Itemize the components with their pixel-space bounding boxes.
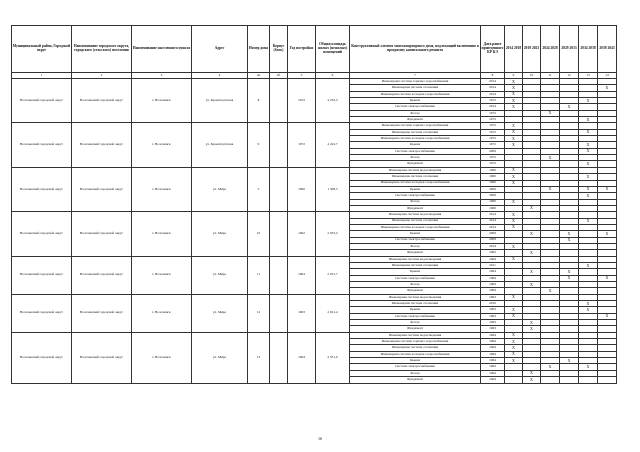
repair-date-cell: 2006 [481, 193, 505, 199]
column-number: 5 [288, 73, 316, 79]
area-cell: 2 551,0 [316, 332, 350, 383]
block-cell [270, 332, 288, 383]
build-year-cell: 1964 [288, 256, 316, 294]
element-cell: Инженерная система водоотведения [350, 167, 481, 173]
period-mark-cell: X [505, 129, 523, 135]
period-mark-cell: X [579, 148, 598, 154]
block-cell [270, 123, 288, 167]
element-cell: Крыша [350, 186, 481, 192]
repair-date-cell: 1964 [481, 288, 505, 294]
repair-date-cell: 1964 [481, 370, 505, 376]
period-mark-cell [579, 377, 598, 383]
page-number: 16 [318, 436, 322, 441]
repair-date-cell: 2011 [481, 262, 505, 268]
repair-date-cell: 1963 [481, 307, 505, 313]
period-mark-cell: X [598, 231, 617, 237]
house-number-cell: 5 [248, 167, 270, 211]
build-year-cell: 1972 [288, 123, 316, 167]
settlement-cell: Волочекский городской округ [72, 212, 132, 256]
repair-date-cell: 1963 [481, 326, 505, 332]
repair-date-cell: 1972 [481, 123, 505, 129]
period-mark-cell: X [505, 313, 523, 319]
house-number-cell: 8 [248, 79, 270, 123]
column-header: Корпус (блок) [270, 26, 288, 73]
element-cell: Система электроснабжения [350, 104, 481, 110]
period-mark-cell: X [598, 85, 617, 91]
period-mark-cell: X [598, 186, 617, 192]
period-mark-cell: X [505, 256, 523, 262]
element-cell: Фундамент [350, 205, 481, 211]
element-cell: Инженерная система отопления [350, 301, 481, 307]
column-number: 12 [560, 73, 579, 79]
repair-date-cell: 1962 [481, 250, 505, 256]
period-mark-cell [598, 377, 617, 383]
element-cell: Фасад [350, 282, 481, 288]
period-mark-cell: X [579, 193, 598, 199]
locality-cell: г. Волочинск [132, 256, 192, 294]
element-cell: Фундамент [350, 161, 481, 167]
period-mark-cell: X [541, 186, 560, 192]
block-cell [270, 167, 288, 211]
element-cell: Фасад [350, 110, 481, 116]
element-cell: Фундамент [350, 288, 481, 294]
repair-date-cell: 1960 [481, 174, 505, 180]
element-cell: Фундамент [350, 377, 481, 383]
column-number: 1 [12, 73, 72, 79]
column-header: Муниципальный район, Городской округ [12, 26, 72, 73]
period-mark-cell: X [505, 294, 523, 300]
area-cell: 2 021,4 [316, 294, 350, 332]
column-number: 8 [481, 73, 505, 79]
period-mark-cell: X [523, 269, 541, 275]
district-cell: Волочекский городской округ [12, 167, 72, 211]
district-cell: Волочекский городской округ [12, 123, 72, 167]
period-mark-cell: X [505, 358, 523, 364]
column-header: 2039 2043 [598, 26, 617, 73]
repair-date-cell: 2014 [481, 85, 505, 91]
column-number: 7 [350, 73, 481, 79]
period-mark-cell: X [579, 307, 598, 313]
period-mark-cell: X [523, 377, 541, 383]
period-mark-cell: X [523, 282, 541, 288]
element-cell: Система электроснабжения [350, 193, 481, 199]
element-cell: Крыша [350, 142, 481, 148]
repair-date-cell: 1960 [481, 199, 505, 205]
element-cell: Система электроснабжения [350, 148, 481, 154]
repair-date-cell: 1972 [481, 142, 505, 148]
column-number: 9 [505, 73, 523, 79]
period-mark-cell: X [560, 231, 579, 237]
repair-date-cell: 1964 [481, 345, 505, 351]
element-cell: Инженерная система холодного водоснабжения [350, 136, 481, 142]
period-mark-cell: X [579, 174, 598, 180]
period-mark-cell: X [579, 117, 598, 123]
repair-date-cell: 1964 [481, 364, 505, 370]
settlement-cell: Волочекский городской округ [72, 332, 132, 383]
column-number: 13 [579, 73, 598, 79]
locality-cell: г. Волочинск [132, 294, 192, 332]
capital-repair-table [11, 25, 617, 384]
address-cell: ул. Мира [192, 294, 248, 332]
district-cell: Волочекский городской округ [12, 294, 72, 332]
address-cell: ул. Кронштадтская [192, 123, 248, 167]
period-mark-cell: X [505, 243, 523, 249]
build-year-cell: 1964 [288, 332, 316, 383]
locality-cell: г. Волочинск [132, 332, 192, 383]
block-cell [270, 212, 288, 256]
block-cell [270, 294, 288, 332]
block-cell [270, 256, 288, 294]
address-cell: ул. Мира [192, 256, 248, 294]
element-cell: Фундамент [350, 250, 481, 256]
element-cell: Инженерная система водоотведения [350, 212, 481, 218]
repair-date-cell: 2014 [481, 224, 505, 230]
element-cell: Крыша [350, 358, 481, 364]
district-cell: Волочекский городской округ [12, 256, 72, 294]
repair-date-cell: 2014 [481, 91, 505, 97]
repair-date-cell: 2014 [481, 212, 505, 218]
period-mark-cell [505, 377, 523, 383]
house-number-cell: 11 [248, 256, 270, 294]
column-header: 2019 2023 [523, 26, 541, 73]
repair-date-cell: 1960 [481, 167, 505, 173]
period-mark-cell: X [579, 98, 598, 104]
locality-cell: г. Волочинск [132, 212, 192, 256]
period-mark-cell: X [523, 250, 541, 256]
repair-date-cell: 2014 [481, 79, 505, 85]
element-cell: Инженерная система водоотведения [350, 294, 481, 300]
column-header: Общая площадь жилых (нежилых) помещений [316, 26, 350, 73]
period-mark-cell: X [541, 155, 560, 161]
period-mark-cell: X [598, 313, 617, 319]
period-mark-cell: X [505, 180, 523, 186]
period-mark-cell: X [523, 205, 541, 211]
settlement-cell: Волочекский городской округ [72, 256, 132, 294]
period-mark-cell: X [505, 104, 523, 110]
repair-date-cell: 1964 [481, 339, 505, 345]
house-number-cell: 12 [248, 294, 270, 332]
period-mark-cell: X [505, 224, 523, 230]
element-cell: Инженерная система отопления [350, 262, 481, 268]
period-mark-cell: X [560, 275, 579, 281]
house-number-cell: 13 [248, 332, 270, 383]
repair-date-cell: 2009 [481, 231, 505, 237]
column-number: 4а [248, 73, 270, 79]
element-cell: Крыша [350, 307, 481, 313]
period-mark-cell: X [505, 85, 523, 91]
period-mark-cell: X [579, 218, 598, 224]
element-cell: Инженерная система отопления [350, 85, 481, 91]
repair-date-cell: 1964 [481, 332, 505, 338]
period-mark-cell: X [541, 110, 560, 116]
element-cell: Инженерная система отопления [350, 129, 481, 135]
column-number: 2 [72, 73, 132, 79]
settlement-cell: Волочекский городской округ [72, 167, 132, 211]
period-mark-cell: X [579, 262, 598, 268]
period-mark-cell: X [523, 326, 541, 332]
period-mark-cell: X [505, 339, 523, 345]
element-cell: Инженерная система горячего водоснабжения [350, 339, 481, 345]
period-mark-cell: X [505, 212, 523, 218]
period-mark-cell: X [560, 237, 579, 243]
element-cell: Система электроснабжения [350, 275, 481, 281]
element-cell: Инженерная система горячего водоснабжения [350, 79, 481, 85]
element-cell: Инженерная система отопления [350, 345, 481, 351]
period-mark-cell: X [560, 358, 579, 364]
repair-date-cell: 2014 [481, 243, 505, 249]
settlement-cell: Волочекский городской округ [72, 123, 132, 167]
element-cell: Крыша [350, 98, 481, 104]
repair-date-cell: 1960 [481, 205, 505, 211]
header-row [12, 26, 617, 73]
column-number: 4 [192, 73, 248, 79]
period-mark-cell: X [523, 370, 541, 376]
column-header: 2034 2038 [579, 26, 598, 73]
element-cell: Крыша [350, 269, 481, 275]
period-mark-cell: X [579, 364, 598, 370]
column-number: 10 [523, 73, 541, 79]
area-cell: 1 508,5 [316, 167, 350, 211]
column-header: Наименование населенного пункта [132, 26, 192, 73]
column-number: 11 [541, 73, 560, 79]
house-number-cell: 9 [248, 123, 270, 167]
district-cell: Волочекский городской округ [12, 332, 72, 383]
period-mark-cell: X [505, 345, 523, 351]
repair-date-cell: 2010 [481, 301, 505, 307]
column-header: Дата ранее проведенного КР КЭ [481, 26, 505, 73]
address-cell: ул. Мира [192, 332, 248, 383]
element-cell: Система электроснабжения [350, 237, 481, 243]
repair-date-cell: 1972 [481, 98, 505, 104]
repair-date-cell: 1963 [481, 313, 505, 319]
period-mark-cell [541, 377, 560, 383]
period-mark-cell: X [505, 199, 523, 205]
period-mark-cell: X [505, 307, 523, 313]
block-cell [270, 79, 288, 123]
build-year-cell: 1972 [288, 79, 316, 123]
element-cell: Фасад [350, 370, 481, 376]
column-header: 2029 2033 [560, 26, 579, 73]
period-mark-cell: X [579, 161, 598, 167]
column-header: Конструктивный элемент многоквартирного дома, подлежащий включению в программу капитального ремонта [350, 26, 481, 73]
element-cell: Фундамент [350, 117, 481, 123]
column-header: 2014 2018 [505, 26, 523, 73]
address-cell: ул. Кронштадтская [192, 79, 248, 123]
element-cell: Фасад [350, 155, 481, 161]
repair-date-cell: 2009 [481, 237, 505, 243]
area-cell: 2 015,7 [316, 256, 350, 294]
element-cell: Фасад [350, 199, 481, 205]
repair-date-cell: 1964 [481, 275, 505, 281]
period-mark-cell: X [505, 167, 523, 173]
period-mark-cell: X [579, 129, 598, 135]
period-mark-cell: X [505, 174, 523, 180]
element-cell: Инженерная система водоотведения [350, 332, 481, 338]
column-number: 3 [132, 73, 192, 79]
column-number: 4б [270, 73, 288, 79]
element-cell: Инженерная система отопления [350, 174, 481, 180]
element-cell: Инженерная система холодного водоснабжения [350, 180, 481, 186]
element-cell: Фасад [350, 243, 481, 249]
repair-date-cell: 1972 [481, 110, 505, 116]
element-cell: Инженерная система холодного водоснабжения [350, 91, 481, 97]
district-cell: Волочекский городской округ [12, 212, 72, 256]
element-cell: Фундамент [350, 326, 481, 332]
element-cell: Инженерная система горячего водоснабжения [350, 123, 481, 129]
repair-date-cell: 1964 [481, 377, 505, 383]
area-cell: 4 222,7 [316, 123, 350, 167]
locality-cell: г. Волочинск [132, 79, 192, 123]
element-cell: Система электроснабжения [350, 364, 481, 370]
period-mark-cell: X [579, 186, 598, 192]
repair-date-cell: 2006 [481, 186, 505, 192]
area-cell: 2 033,2 [316, 212, 350, 256]
element-cell: Инженерная система холодного водоснабжения [350, 351, 481, 357]
period-mark-cell: X [523, 231, 541, 237]
column-header: 2024 2028 [541, 26, 560, 73]
period-mark-cell: X [505, 351, 523, 357]
build-year-cell: 1960 [288, 167, 316, 211]
period-mark-cell: X [505, 123, 523, 129]
period-mark-cell: X [579, 142, 598, 148]
period-mark-cell: X [598, 275, 617, 281]
element-cell: Инженерная система холодного водоснабжения [350, 224, 481, 230]
repair-date-cell: 2014 [481, 218, 505, 224]
settlement-cell: Волочекский городской округ [72, 294, 132, 332]
repair-date-cell: 1964 [481, 351, 505, 357]
period-mark-cell: X [505, 91, 523, 97]
repair-date-cell: 1964 [481, 358, 505, 364]
repair-date-cell: 1963 [481, 294, 505, 300]
period-mark-cell: X [523, 320, 541, 326]
period-mark-cell: X [505, 142, 523, 148]
repair-date-cell: 1960 [481, 180, 505, 186]
period-mark-cell: X [505, 98, 523, 104]
period-mark-cell: X [560, 104, 579, 110]
repair-date-cell: 1964 [481, 282, 505, 288]
period-mark-cell: X [505, 218, 523, 224]
build-year-cell: 1962 [288, 212, 316, 256]
period-mark-cell [560, 377, 579, 383]
locality-cell: г. Волочинск [132, 167, 192, 211]
period-mark-cell: X [505, 136, 523, 142]
period-mark-cell: X [505, 332, 523, 338]
element-cell: Система электроснабжения [350, 313, 481, 319]
column-header: Адрес [192, 26, 248, 73]
address-cell: ул. Мира [192, 212, 248, 256]
column-header: Год постройки [288, 26, 316, 73]
repair-date-cell: 1972 [481, 161, 505, 167]
repair-date-cell: 1963 [481, 320, 505, 326]
repair-date-cell: 1972 [481, 129, 505, 135]
period-mark-cell: X [541, 288, 560, 294]
table-header [12, 26, 617, 79]
repair-date-cell: 1972 [481, 136, 505, 142]
element-cell: Крыша [350, 231, 481, 237]
repair-date-cell: 1964 [481, 269, 505, 275]
period-mark-cell: X [505, 79, 523, 85]
column-header: Номер дома [248, 26, 270, 73]
district-cell: Волочекский городской округ [12, 79, 72, 123]
settlement-cell: Волочекский городской округ [72, 79, 132, 123]
capital-repair-table-sheet [11, 25, 616, 384]
house-number-cell: 10 [248, 212, 270, 256]
address-cell: ул. Мира [192, 167, 248, 211]
period-mark-cell: X [579, 301, 598, 307]
table-body [12, 79, 617, 384]
period-mark-cell: X [541, 364, 560, 370]
locality-cell: г. Волочинск [132, 123, 192, 167]
build-year-cell: 1963 [288, 294, 316, 332]
period-mark-cell: X [560, 269, 579, 275]
column-header: Наименование городского округа, городского (сельского) поселения [72, 26, 132, 73]
repair-date-cell: 2009 [481, 148, 505, 154]
element-cell: Инженерная система водоотведения [350, 256, 481, 262]
repair-date-cell: 1972 [481, 117, 505, 123]
column-number: 6 [316, 73, 350, 79]
repair-date-cell: 2014 [481, 104, 505, 110]
repair-date-cell: 1972 [481, 155, 505, 161]
column-number: 14 [598, 73, 617, 79]
repair-date-cell: 1964 [481, 256, 505, 262]
area-cell: 4 232,5 [316, 79, 350, 123]
element-cell: Инженерная система отопления [350, 218, 481, 224]
element-cell: Фасад [350, 320, 481, 326]
